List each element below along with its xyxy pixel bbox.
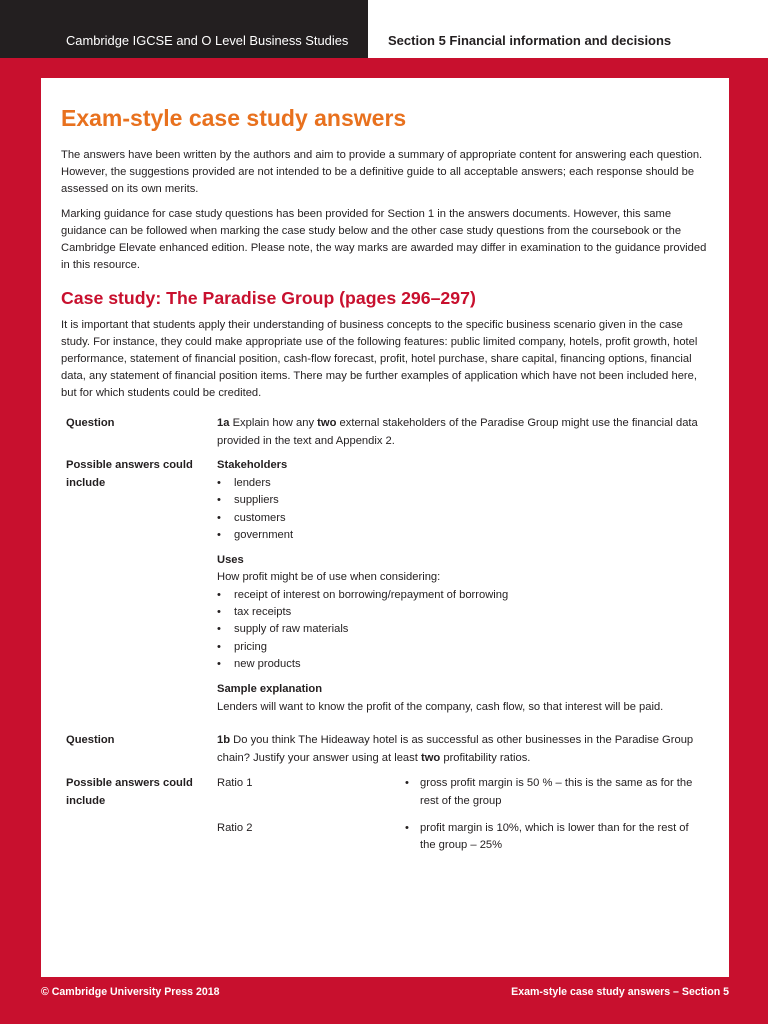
question-text-start: Explain how any — [232, 417, 315, 430]
uses-list — [217, 587, 663, 674]
list-item: • new products — [217, 656, 663, 673]
question-emphasis: two — [317, 417, 337, 430]
uses-heading: Uses — [217, 553, 244, 566]
list-item: • government — [217, 527, 663, 544]
question-number: 1b — [217, 734, 231, 747]
content-card — [41, 78, 729, 977]
stakeholders-group — [217, 457, 663, 544]
list-item: • receipt of interest on borrowing/repayment of borrowing — [217, 587, 663, 604]
uses-group — [217, 552, 663, 674]
sample-explanation-heading: Sample explanation — [217, 683, 323, 696]
page-header — [0, 0, 768, 58]
list-item: • lenders — [217, 475, 663, 492]
case-study-heading: Case study: The Paradise Group (pages 296–297) — [61, 288, 476, 308]
question-text-start: Do you think The Hideaway hotel is as successful as other businesses in the Paradise Group chain? Justify your answer using at least — [217, 734, 694, 764]
case-study-intro: It is important that students apply their understanding of business concepts to the specific business scenario given in the case study. For instance, they could make appropriate use of the following features: public limited company, hotels, profit growth, hotel performance, statement of financial position, cash-flow forecast, profit, hotel purchase, share capital, financing options, financial data, any statement of financial position items. There may be further examples of application which have not been included here, but for which students could be credited. — [61, 318, 698, 399]
ratio-point: • profit margin is 10%, which is lower than for the rest of the group – 25% — [405, 820, 689, 855]
answers-label: Possible answers could include — [66, 777, 193, 807]
sample-explanation-group — [217, 681, 663, 716]
footer-running-title: Exam-style case study answers – Section 5 — [511, 986, 729, 998]
question-emphasis: two — [420, 751, 441, 764]
course-title: Cambridge IGCSE and O Level Business Studies — [66, 33, 349, 48]
list-item: • supply of raw materials — [217, 621, 663, 638]
stakeholders-list — [217, 475, 663, 545]
ratio-label: Ratio 1 — [217, 777, 253, 790]
answers-label: Possible answers could include — [66, 459, 193, 489]
ratio-point: • gross profit margin is 50 % – this is the same as for the rest of the group — [405, 775, 692, 810]
uses-intro: How profit might be of use when considering: — [217, 571, 441, 584]
page-title: Exam-style case study answers — [61, 105, 407, 131]
question-label: Question — [66, 734, 115, 747]
answers-content — [217, 775, 693, 854]
list-item: • customers — [217, 510, 663, 527]
sample-explanation-text: Lenders will want to know the profit of the company, cash flow, so that interest will be paid. — [217, 700, 664, 713]
question-prompt — [217, 415, 698, 450]
section-title: Section 5 Financial information and decisions — [388, 33, 672, 48]
question-text-end: external stakeholders of the Paradise Group might use the financial data provided in the text and Appendix 2. — [217, 417, 698, 447]
list-item: • tax receipts — [217, 604, 663, 621]
question-prompt — [217, 732, 693, 767]
ratio-label: Ratio 2 — [217, 821, 253, 834]
ratio-item — [217, 775, 693, 810]
question-label: Question — [66, 417, 115, 430]
intro-paragraph: The answers have been written by the authors and aim to provide a summary of appropriate content for answering each question. However, the suggestions provided are not intended to be a definitive guide to all acceptable answers; each response should be assessed on its own merits. — [61, 148, 703, 195]
question-text-end: profitability ratios. — [443, 751, 531, 764]
header-course-band — [0, 0, 368, 58]
list-item: • suppliers — [217, 492, 663, 509]
intro-paragraph: Marking guidance for case study questions has been provided for Section 1 in the answers documents. However, this same guidance can be followed when marking the case study below and the other case study questions from the coursebook or the Cambridge Elevate enhanced edition. Please note, the way marks are awarded may differ in examination to the guidance provided in this resource. — [61, 207, 707, 271]
answers-content — [217, 457, 663, 716]
stakeholders-heading: Stakeholders — [217, 459, 288, 472]
list-item: • pricing — [217, 639, 663, 656]
ratio-item — [217, 820, 689, 855]
question-number: 1a — [217, 417, 230, 430]
footer-copyright: © Cambridge University Press 2018 — [41, 986, 220, 998]
